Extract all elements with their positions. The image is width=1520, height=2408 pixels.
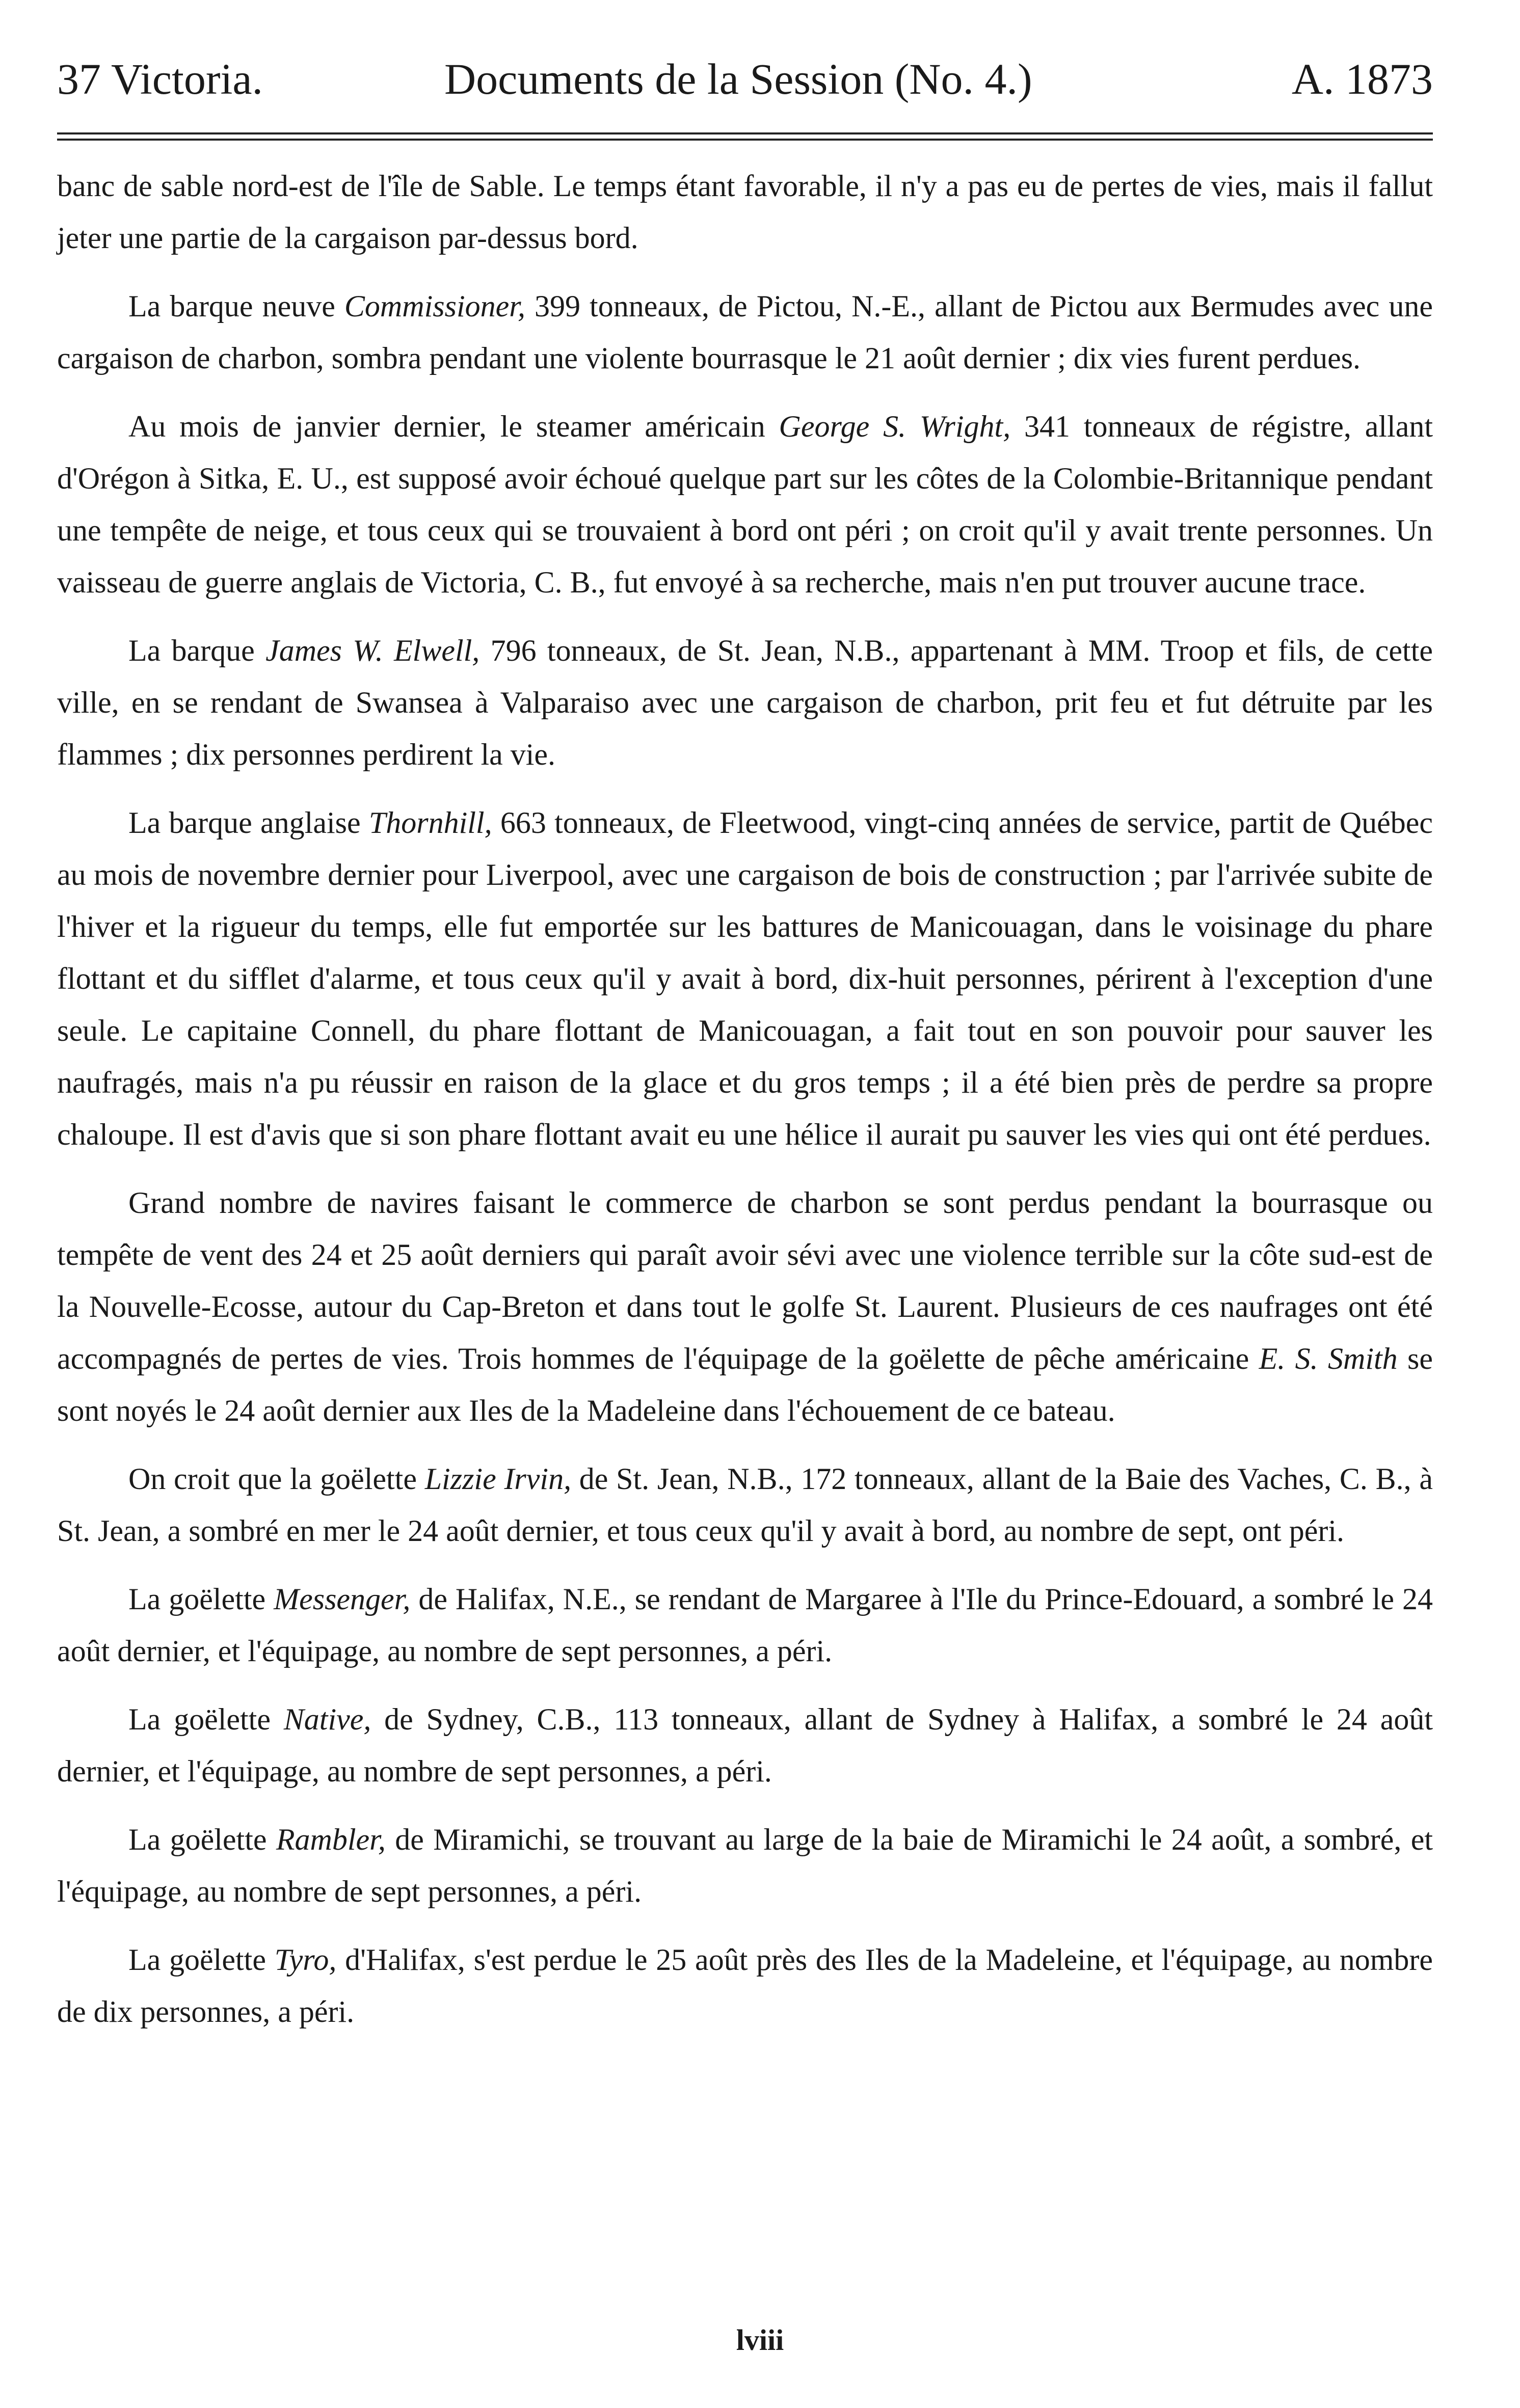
vessel-name: Tyro, — [274, 1943, 337, 1977]
vessel-name: Messenger, — [274, 1582, 411, 1616]
paragraph — [57, 280, 1433, 384]
paragraph-text: se sont noyés le 24 août dernier aux Iles de la Madeleine dans l'échouement de ce bateau. — [57, 1342, 1433, 1427]
paragraph-text: La barque neuve — [128, 289, 344, 323]
paragraph-text: La goëlette — [128, 1702, 284, 1736]
page-folio: lviii — [736, 2323, 784, 2357]
paragraph-text: de Miramichi, se trouvant au large de la baie de Miramichi le 24 août, a sombré, et l'équipage, au nombre de sept personnes, a péri. — [57, 1823, 1433, 1908]
paragraph-text: Grand nombre de navires faisant le commerce de charbon se sont perdus pendant la bourrasque ou tempête de vent des 24 et 25 août derniers qui paraît avoir sévi avec une violence terrible sur la côte sud-est de la Nouvelle-Ecosse, autour du Cap-Breton et dans tout le golfe St. Laurent. Plusieurs de ces naufrages ont été accompagnés de pertes de vies. Trois hommes de l'équipage de la goëlette de pêche américaine — [57, 1186, 1433, 1375]
paragraph-text: de Sydney, C.B., 113 tonneaux, allant de Sydney à Halifax, a sombré le 24 août dernier, et l'équipage, au nombre de sept personnes, a péri. — [57, 1702, 1433, 1788]
paragraph — [57, 1934, 1433, 2038]
paragraph-text: La goëlette — [128, 1582, 274, 1616]
paragraph — [57, 400, 1433, 608]
paragraph — [57, 1814, 1433, 1917]
paragraph-text: Au mois de janvier dernier, le steamer américain — [128, 410, 779, 443]
paragraph — [57, 625, 1433, 780]
vessel-name: Commissioner, — [344, 289, 525, 323]
vessel-name: Native, — [283, 1702, 371, 1736]
paragraph — [57, 160, 1433, 264]
paragraph-text: La barque anglaise — [128, 806, 369, 840]
document-page — [57, 46, 1433, 2054]
paragraph — [57, 1573, 1433, 1677]
paragraph — [57, 1693, 1433, 1797]
paragraph — [57, 1177, 1433, 1437]
paragraph-text: de Halifax, N.E., se rendant de Margaree à l'Ile du Prince-Edouard, a sombré le 24 août dernier, et l'équipage, au nombre de sept personnes, a péri. — [57, 1582, 1433, 1668]
vessel-name: E. S. Smith — [1259, 1342, 1398, 1375]
vessel-name: Thornhill, — [368, 806, 492, 840]
paragraph-text: banc de sable nord-est de l'île de Sable. Le temps étant favorable, il n'y a pas eu de pertes de vies, mais il fallut jeter une partie de la cargaison par-dessus bord. — [57, 169, 1433, 255]
paragraph-text: 341 tonneaux de régistre, allant d'Orégon à Sitka, E. U., est supposé avoir échoué quelque part sur les côtes de la Colombie-Britannique pendant une tempête de neige, et tous ceux qui se trouvaient à bord ont péri ; on croit qu'il y avait trente personnes. Un vaisseau de guerre anglais de Victoria, C. B., fut envoyé à sa recherche, mais n'en put trouver aucune trace. — [57, 410, 1433, 599]
paragraph-text: 663 tonneaux, de Fleetwood, vingt-cinq années de service, partit de Québec au mois de novembre dernier pour Liverpool, avec une cargaison de bois de construction ; par l'arrivée subite de l'hiver et la rigueur du temps, elle fut emportée sur les battures de Manicouagan, dans le voisinage du phare flottant et du sifflet d'alarme, et tous ceux qu'il y avait à bord, dix-huit personnes, périrent à l'exception d'une seule. Le capitaine Connell, du phare flottant de Manicouagan, a fait tout en son pouvoir pour sauver les naufragés, mais n'a pu réussir en raison de la glace et du gros temps ; il a été bien près de perdre sa propre chaloupe. Il est d'avis que si son phare flottant avait eu une hélice il aurait pu sauver les vies qui ont été perdues. — [57, 806, 1433, 1151]
vessel-name: George S. Wright, — [779, 410, 1011, 443]
header-double-rule — [57, 132, 1433, 141]
body-text — [57, 160, 1433, 2038]
paragraph-text: de St. Jean, N.B., 172 tonneaux, allant de la Baie des Vaches, C. B., à St. Jean, a sombré en mer le 24 août dernier, et tous ceux qu'il y avait à bord, au nombre de sept, ont péri. — [57, 1462, 1433, 1548]
running-head-year: A. 1873 — [1291, 55, 1433, 103]
paragraph-text: d'Halifax, s'est perdue le 25 août près des Iles de la Madeleine, et l'équipage, au nombre de dix personnes, a péri. — [57, 1943, 1433, 2028]
paragraph-text: 399 tonneaux, de Pictou, N.-E., allant de Pictou aux Bermudes avec une cargaison de charbon, sombra pendant une violente bourrasque le 21 août dernier ; dix vies furent perdues. — [57, 289, 1433, 375]
paragraph-text: 796 tonneaux, de St. Jean, N.B., appartenant à MM. Troop et fils, de cette ville, en se rendant de Swansea à Valparaiso avec une cargaison de charbon, prit feu et fut détruite par les flammes ; dix personnes perdirent la vie. — [57, 634, 1433, 771]
vessel-name: Rambler, — [276, 1823, 386, 1856]
vessel-name: James W. Elwell, — [265, 634, 480, 667]
paragraph-text: La goëlette — [128, 1823, 276, 1856]
paragraph — [57, 797, 1433, 1160]
running-head-title: Documents de la Session (No. 4.) — [444, 55, 1032, 103]
paragraph-text: On croit que la goëlette — [128, 1462, 425, 1496]
paragraph-text: La goëlette — [128, 1943, 275, 1977]
paragraph — [57, 1453, 1433, 1557]
running-head-left: 37 Victoria. — [57, 55, 263, 103]
running-head — [57, 46, 1433, 112]
paragraph-text: La barque — [128, 634, 266, 667]
vessel-name: Lizzie Irvin, — [424, 1462, 572, 1496]
